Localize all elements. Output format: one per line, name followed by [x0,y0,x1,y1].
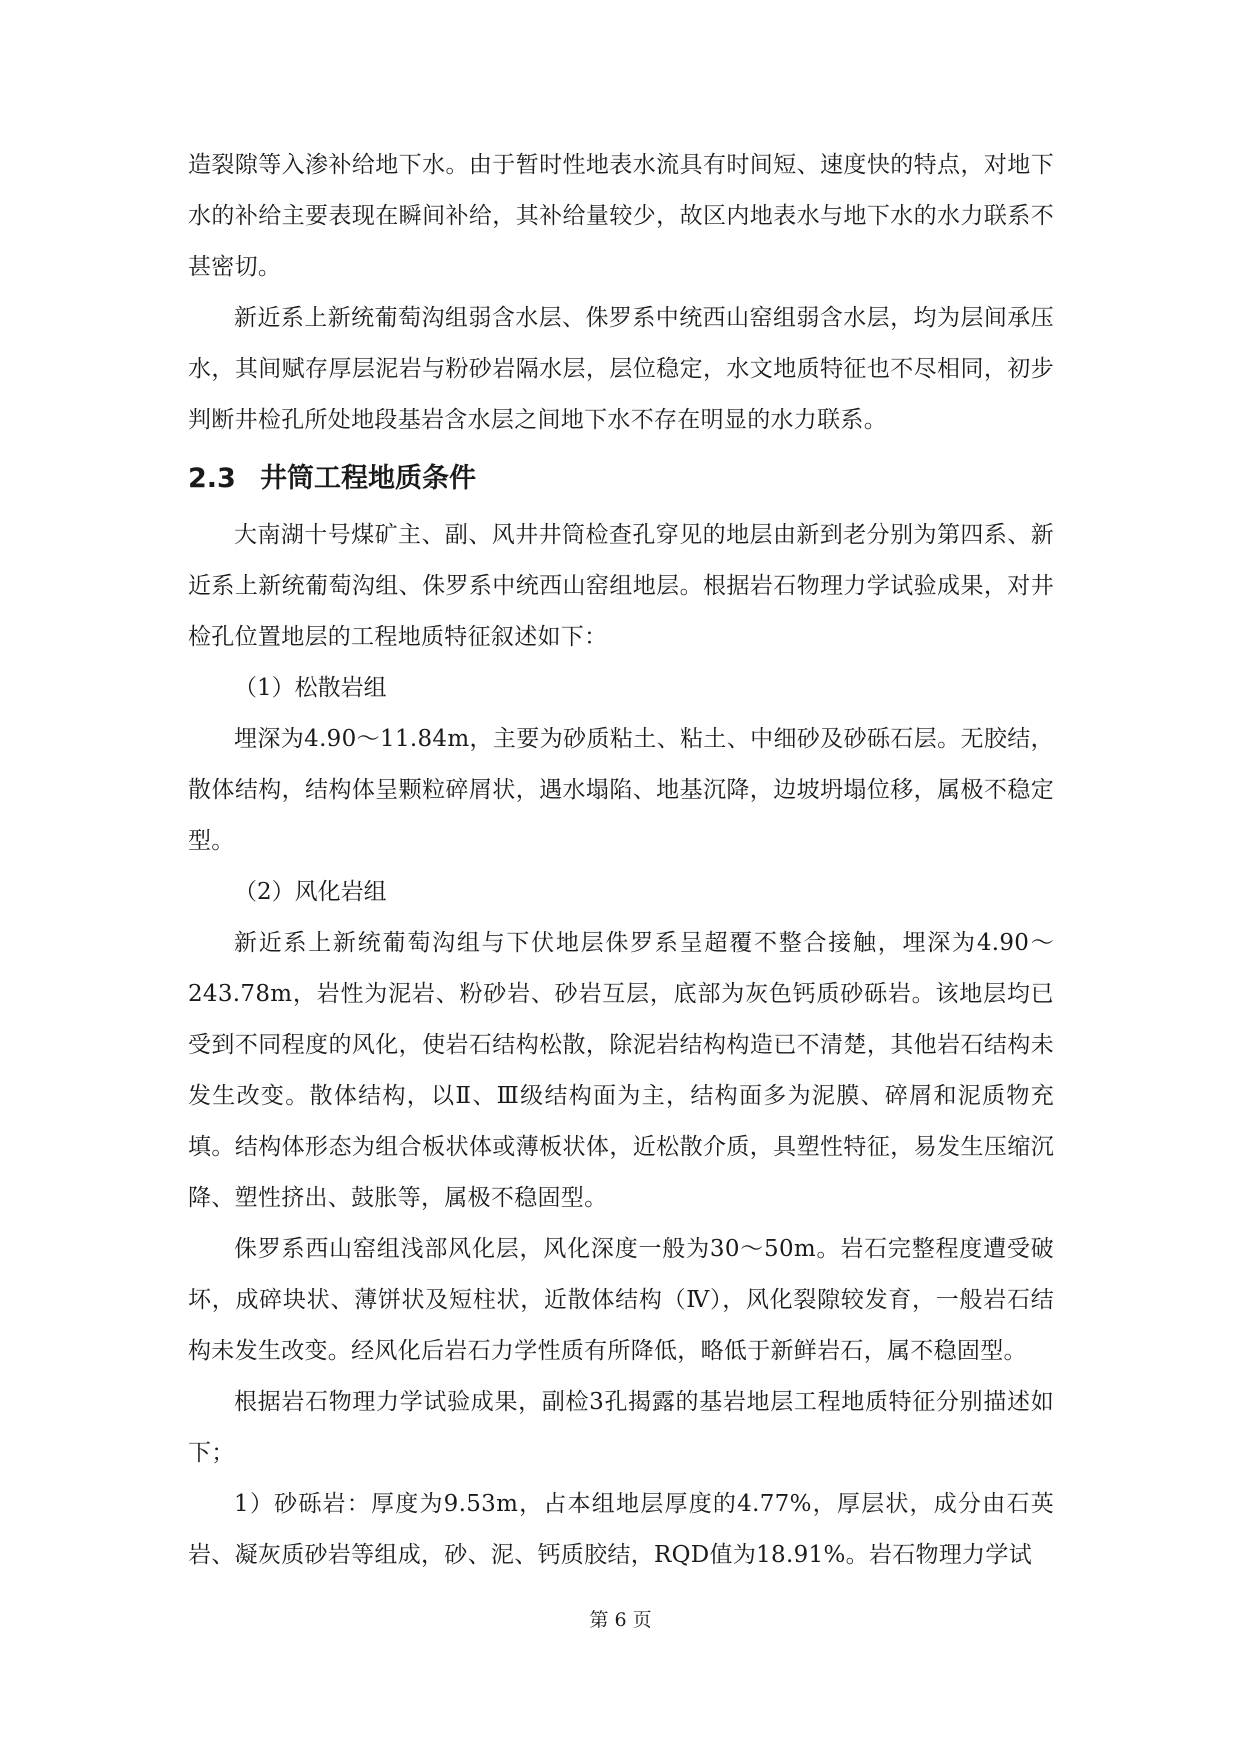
paragraph: 根据岩石物理力学试验成果，副检3孔揭露的基岩地层工程地质特征分别描述如下； [188,1389,1054,1466]
paragraph: 造裂隙等入渗补给地下水。由于暂时性地表水流具有时间短、速度快的特点，对地下水的补给主要表现在瞬间补给，其补给量较少，故区内地表水与地下水的水力联系不甚密切。 [188,152,1054,280]
section-title: 井筒工程地质条件 [260,463,476,494]
paragraph: 侏罗系西山窑组浅部风化层，风化深度一般为30～50m。岩石完整程度遭受破坏，成碎块状、薄饼状及短柱状，近散体结构（Ⅳ），风化裂隙较发育，一般岩石结构未发生改变。经风化后岩石力学性质有所降低，略低于新鲜岩石，属不稳固型。 [188,1236,1054,1364]
subsection-label: （2）风化岩组 [234,879,387,905]
paragraph: 大南湖十号煤矿主、副、风井井筒检查孔穿见的地层由新到老分别为第四系、新近系上新统葡萄沟组、侏罗系中统西山窑组地层。根据岩石物理力学试验成果，对井检孔位置地层的工程地质特征叙述如下： [188,522,1054,650]
paragraph: 新近系上新统葡萄沟组与下伏地层侏罗系呈超覆不整合接触，埋深为4.90～243.78m，岩性为泥岩、粉砂岩、砂岩互层，底部为灰色钙质砂砾岩。该地层均已受到不同程度的风化，使岩石结构松散，除泥岩结构构造已不清楚，其他岩石结构未发生改变。散体结构，以Ⅱ、Ⅲ级结构面为主，结构面多为泥膜、碎屑和泥质物充填。结构体形态为组合板状体或薄板状体，近松散介质，具塑性特征，易发生压缩沉降、塑性挤出、鼓胀等，属极不稳固型。 [188,930,1054,1211]
paragraph: 埋深为4.90～11.84m，主要为砂质粘土、粘土、中细砂及砂砾石层。无胶结，散体结构，结构体呈颗粒碎屑状，遇水塌陷、地基沉降，边坡坍塌位移，属极不稳定型。 [188,726,1054,854]
section-number: 2.3 [188,463,236,494]
section-heading [188,452,1054,506]
page-number: 第 6 页 [589,1609,652,1631]
paragraph: 新近系上新统葡萄沟组弱含水层、侏罗系中统西山窑组弱含水层，均为层间承压水，其间赋存厚层泥岩与粉砂岩隔水层，层位稳定，水文地质特征也不尽相同，初步判断井检孔所处地段基岩含水层之间地下水不存在明显的水力联系。 [188,305,1054,433]
document-page [188,140,1054,1581]
subsection-label: （1）松散岩组 [234,675,387,701]
paragraph: 1）砂砾岩：厚度为9.53m，占本组地层厚度的4.77%，厚层状，成分由石英岩、凝灰质砂岩等组成，砂、泥、钙质胶结，RQD值为18.91%。岩石物理力学试 [188,1491,1054,1568]
